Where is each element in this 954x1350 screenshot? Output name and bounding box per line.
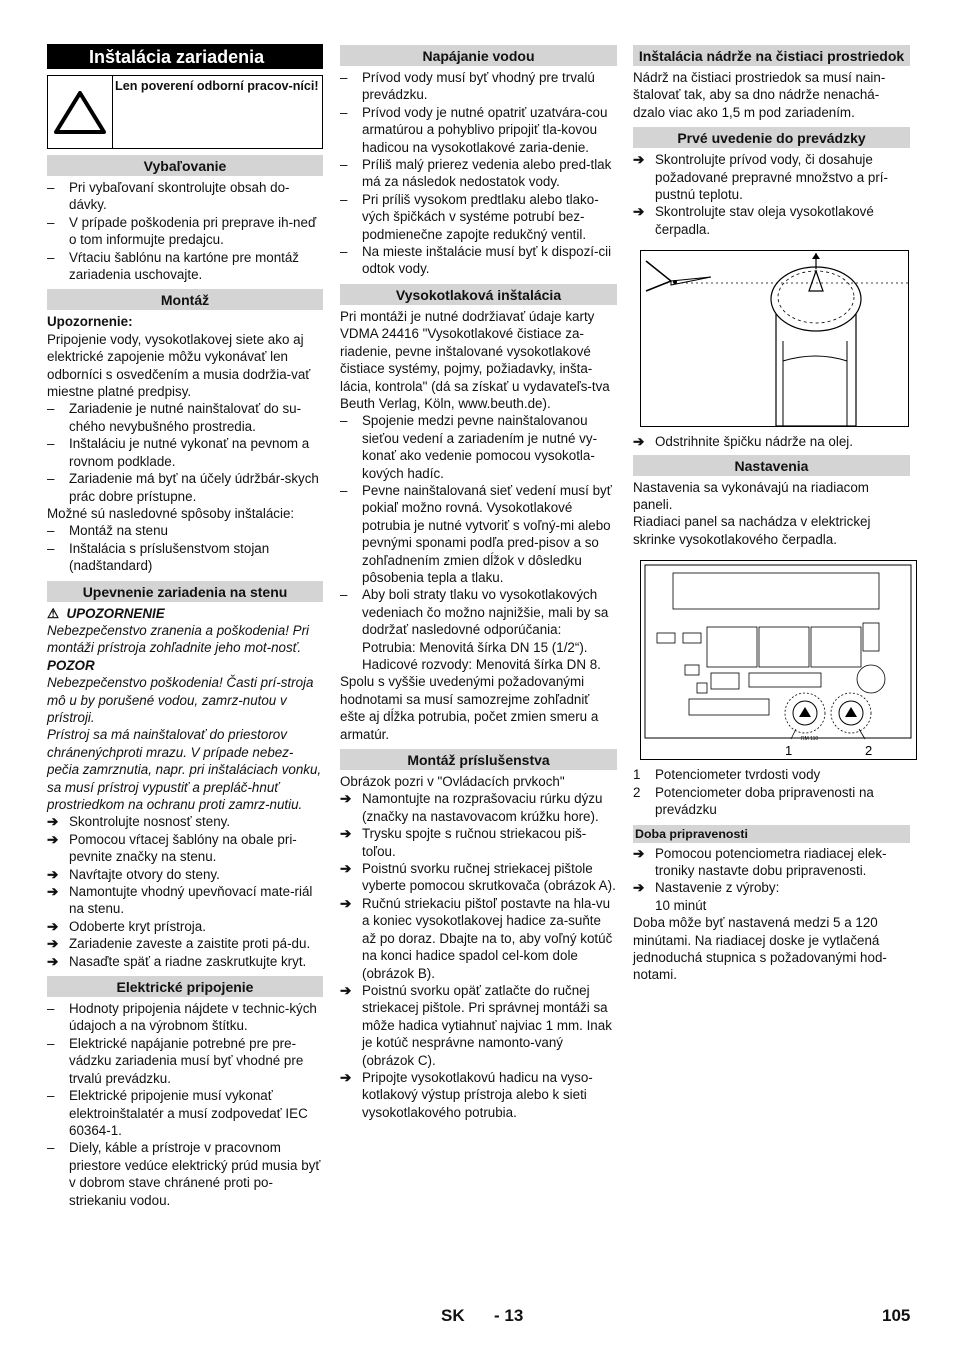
control-panel-illustration [641, 561, 916, 759]
list-item: ➔ Namontujte vhodný upevňovací mate-riál na stenu. [47, 883, 323, 918]
assembly-list [47, 400, 323, 504]
page-title: Inštalácia zariadenia [47, 44, 323, 69]
footer-section-page: - 13 [494, 1306, 524, 1325]
section-heading: Montáž príslušenstva [340, 749, 617, 770]
section-heading: Montáž [47, 289, 323, 310]
warning-text: Len poverení odborní pracov-níci! [115, 79, 319, 93]
panel-label-1: 1 [785, 743, 793, 759]
section-heading: Napájanie vodou [340, 45, 617, 66]
list-item: ➔ Odoberte kryt prístroja. [47, 918, 323, 935]
panel-label-2: 2 [865, 743, 873, 759]
panel-legend [633, 766, 910, 818]
legend-item: 2 Potenciometer doba pripravenosti na prevádzku [633, 784, 874, 818]
warning-triangle-icon [48, 76, 113, 148]
paragraph: Nastavenia sa vykonávajú na riadiacom paneli. [633, 479, 869, 513]
accessories-steps [340, 790, 617, 1121]
list-item: – Zariadenie je nutné nainštalovať do su-chého nevybušného prostredia. [47, 400, 323, 435]
section-heading: Nastavenia [633, 455, 910, 476]
column-2 [340, 44, 617, 1121]
list-item: – Pevne nainštalovaná sieť vedení musí byť pokiaľ možno rovná. Vysokotlakové potrubia je nutné vytvoriť s voľný-mi alebo pevnými sponami podľa pred-pisov a so zohľadnením zmien dĺžok v dôsledku pôsobenia tepla a tlaku. [340, 482, 617, 586]
ready-time-steps [633, 845, 910, 897]
section-heading: Vybaľovanie [47, 155, 323, 176]
list-item: ➔ Skontrolujte nosnosť steny. [47, 813, 323, 830]
list-item: – Spojenie medzi pevne nainštalovanou sieťou vedení a zariadením je nutné vy-konať ako vedenie pomocou vysokotla-kových hadíc. [340, 412, 617, 482]
list-item: – Inštalácia s príslušenstvom stojan (nadštandard) [47, 540, 323, 575]
paragraph: Pripojenie vody, vysokotlakovej siete ako aj elektrické zapojenie môžu vykonávať len odborníci s osvedčením a musia dodržia-vať miestne platné predpisy. [47, 331, 311, 400]
list-item: ➔ Skontrolujte prívod vody, či dosahuje požadované prepravné množstvo a prí-pustnú teplotu. [633, 151, 910, 203]
list-item: ➔ Ručnú striekaciu pištoľ postavte na hla-vu a koniec vysokotlakovej hadice za-suňte až po doraz. Dbajte na to, aby voľný kotúč na konci hadice spadol cel-kom dole (obrázok B). [340, 895, 617, 982]
list-item: ➔ Pripojte vysokotlakovú hadicu na vyso-kotlakový výstup prístroja alebo k sieti vysokotlakového potrubia. [340, 1069, 617, 1121]
list-item: – Vŕtaciu šablónu na kartóne pre montáž zariadenia uschovajte. [47, 249, 323, 284]
paragraph: Nádrž na čistiaci prostriedok sa musí nain-štalovať tak, aby sa dno nádrže nenachá-dzalo viac ako 1,5 m pod zariadením. [633, 70, 886, 120]
panel-mark: RM 110 [801, 736, 819, 743]
paragraph: Riadiaci panel sa nachádza v elektrickej skrinke vysokotlakového čerpadla. [633, 514, 871, 547]
list-item: ➔ Navŕtajte otvory do steny. [47, 866, 323, 883]
paragraph: Pri montáži je nutné dodržiavať údaje karty VDMA 24416 "Vysokotlakové čistiace za-riadenie, pevne inštalované vysokotlakové čistiace systémy, pojmy, požiadavky, inšta-lácia, kontrola" (dá sa získať u vydavateľs-tva Beuth Verlag, Köln, www.beuth.de). [340, 308, 610, 411]
electrical-list [47, 1000, 323, 1209]
list-item: – Prívod vody musí byť vhodný pre trvalú prevádzku. [340, 69, 617, 104]
footer-page-number: 105 [882, 1306, 911, 1325]
warning-box [47, 75, 323, 149]
list-item: ➔ Trysku spojte s ručnou striekacou piš-toľou. [340, 825, 617, 860]
column-1 [47, 44, 323, 1209]
list-item: ➔ Pomocou vŕtacej šablóny na obale pri-pevnite značky na stenu. [47, 831, 323, 866]
paragraph: Obrázok pozri v "Ovládacích prvkoch" [340, 774, 565, 790]
list-item: – Elektrické napájanie potrebné pre pre-vádzku zariadenia musí byť vhodné pre trvalú prevádzku. [47, 1035, 323, 1087]
section-heading: Prvé uvedenie do prevádzky [633, 127, 910, 148]
unpacking-list [47, 179, 323, 283]
section-heading: Upevnenie zariadenia na stenu [47, 581, 323, 602]
caution-label: POZOR [47, 657, 95, 673]
list-item: – Pri vybaľovaní skontrolujte obsah do-dávky. [47, 179, 323, 214]
list-item: ➔ Skontrolujte stav oleja vysokotlakové čerpadla. [633, 203, 910, 238]
list-item: – Na mieste inštalácie musí byť k dispozí-cii odtok vody. [340, 243, 617, 278]
list-item: – Montáž na stenu [47, 522, 323, 539]
subsection-heading: Doba pripravenosti [633, 825, 910, 843]
options-list [47, 522, 323, 574]
list-item: – Zariadenie má byť na účely údržbár-skych prác dobre prístupne. [47, 470, 323, 505]
figure-step [633, 433, 910, 450]
list-item: ➔ Nastavenie z výroby: [633, 879, 910, 896]
column-3 [633, 44, 910, 984]
legend-item: 1 Potenciometer tvrdosti vody [633, 767, 821, 783]
oil-tank-illustration [641, 251, 908, 426]
small-warning-icon: ⚠ [47, 605, 67, 621]
list-item: – Príliš malý prierez vedenia alebo pred-tlak má za následok nedostatok vody. [340, 156, 617, 191]
paragraph: Možné sú nasledovné spôsoby inštalácie: [47, 505, 295, 521]
note-label: Upozornenie: [47, 314, 133, 330]
list-item: ➔ Pomocou potenciometra riadiacej elek-troniky nastavte dobu pripravenosti. [633, 845, 910, 880]
warning-label: ⚠ UPOZORNENIE [47, 605, 165, 621]
footer-language: SK [441, 1306, 465, 1325]
hp-install-list [340, 412, 617, 673]
oil-tank-figure [640, 250, 909, 427]
first-start-steps [633, 151, 910, 238]
list-item: ➔ Poistnú svorku ručnej striekacej pištole vyberte pomocou skrutkovača (obrázok A). [340, 860, 617, 895]
list-item: – Elektrické pripojenie musí vykonať elektroinštalatér a musí zodpovedať IEC 60364-1. [47, 1087, 323, 1139]
list-item: ➔ Namontujte na rozprašovaciu rúrku dýzu (značky na nastavovacom krúžku hore). [340, 790, 617, 825]
list-item: – Prívod vody je nutné opatriť uzatvára-cou armatúrou a pohyblivo pripojiť tla-kovou hadicou na vysokotlakové zaria-denie. [340, 104, 617, 156]
paragraph: Doba môže byť nastavená medzi 5 a 120 minútami. Na riadiacej doske je vytlačená jednoduchá stupnica s požadovanými hod-notami. [633, 915, 887, 983]
factory-value: 10 minút [655, 897, 707, 913]
section-heading: Elektrické pripojenie [47, 976, 323, 997]
wall-mount-steps [47, 813, 323, 970]
list-item: – Diely, káble a prístroje v pracovnom priestore vedúce elektrický prúd musia byť v dobrom stave chránené proti po-striekaniu vodou. [47, 1139, 323, 1209]
list-item: ➔ Zariadenie zaveste a zaistite proti pá-du. [47, 935, 323, 952]
list-item: ➔ Nasaďte späť a riadne zaskrutkujte kryt. [47, 953, 323, 970]
caution-text: Nebezpečenstvo poškodenia! Časti prí-stroja mô u by porušené vodou, zamrz-nutou v prístroji. [47, 675, 314, 725]
caution-text: Prístroj sa má nainštalovať do priestorov chránenýchproti mrazu. V prípade nebez-pečia zamrznutia, napr. pri inštaláciach vonku, sa musí prístroj vypustiť a prepláč-hnuť prostriedkom na ochranu proti zamrz-nutiu. [47, 727, 322, 812]
list-item: – Inštaláciu je nutné vykonať na pevnom a rovnom podklade. [47, 435, 323, 470]
list-item: ➔ Poistnú svorku opäť zatlačte do ručnej striekacej pištole. Pri správnej montáži sa môže hadica vytiahnuť najviac 1 mm. Inak je kotúč nesprávne namonto-vaný (obrázok C). [340, 982, 617, 1069]
list-item: – Pri príliš vysokom predtlaku alebo tlako-vých špičkách v systéme potrubí bez-podmienečne zapojte redukčný ventil. [340, 191, 617, 243]
list-item: – Aby boli straty tlaku vo vysokotlakových vedeniach čo možno najnižšie, mali by sa dodržať nasledovné odporúčania: Potrubia: Menovitá šírka DN 15 (1/2“). Hadicové rozvody: Menovitá šírka DN 8. [340, 586, 617, 673]
list-item: – Hodnoty pripojenia nájdete v technic-kých údajoch a na výrobnom štítku. [47, 1000, 323, 1035]
section-heading: Inštalácia nádrže na čistiaci prostriedok [633, 45, 910, 66]
paragraph: Spolu s vyššie uvedenými požadovanými hodnotami sa musí samozrejme zohľadniť ešte aj dĺžka potrubia, počet zmien smeru a armatúr. [340, 674, 599, 742]
list-item: ➔ Odstrihnite špičku nádrže na olej. [633, 433, 910, 450]
water-list [340, 69, 617, 278]
list-item: – V prípade poškodenia pri preprave ih-neď o tom informujte predajcu. [47, 214, 323, 249]
section-heading: Vysokotlaková inštalácia [340, 284, 617, 305]
control-panel-figure [640, 560, 917, 760]
warning-text: Nebezpečenstvo zranenia a poškodenia! Pri montáži prístroja zohľadnite jeho mot-nosť. [47, 622, 310, 656]
